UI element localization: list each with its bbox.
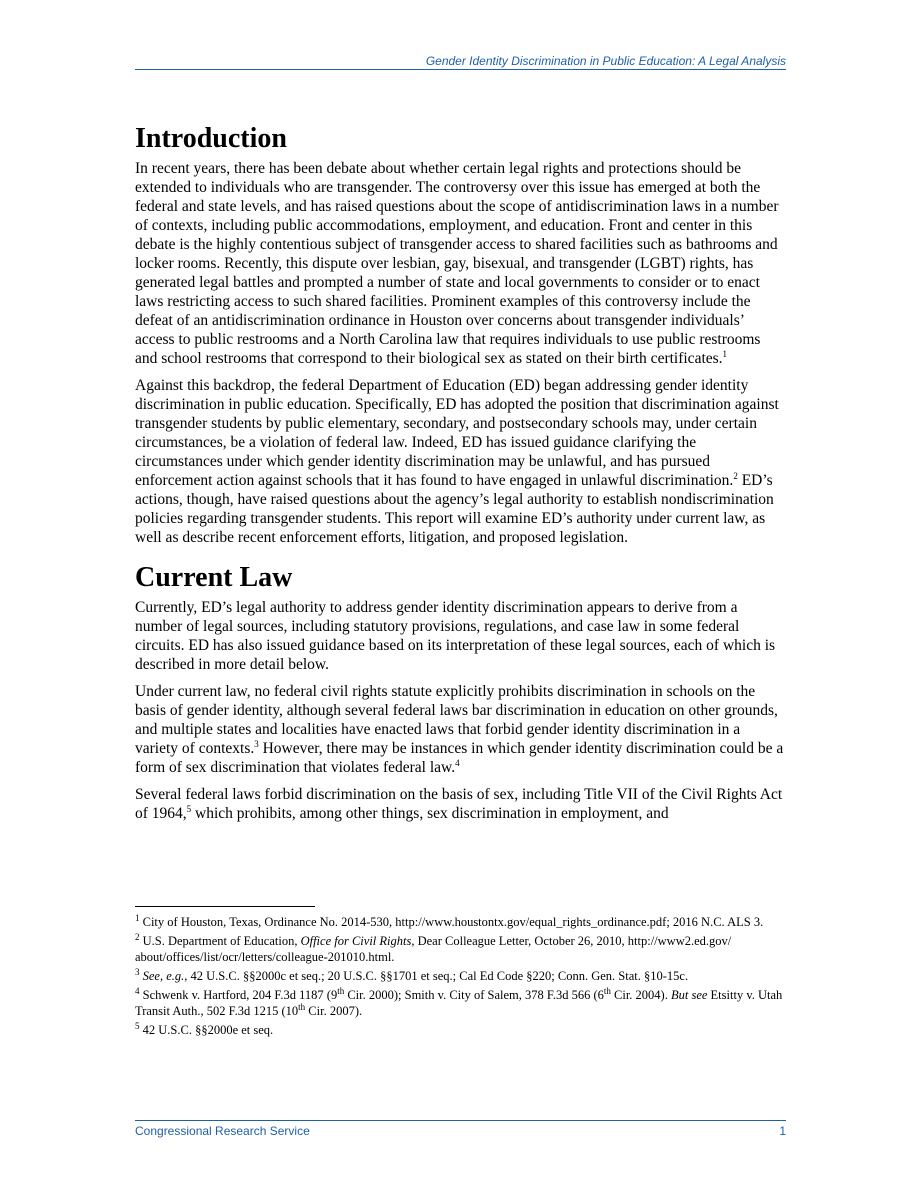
- footnote-number: 3: [135, 966, 140, 977]
- footnote-ref-4[interactable]: 4: [455, 757, 460, 768]
- footnote-text: City of Houston, Texas, Ordinance No. 2014-530, http://www.houstontx.gov/equal_rights_ordinance.pdf; 2016 N.C. ALS 3.: [139, 915, 764, 929]
- footnote-number: 2: [135, 931, 140, 942]
- page-number: 1: [779, 1124, 786, 1138]
- footnote-text: Schwenk v. Hartford, 204 F.3d 1187 (9: [139, 988, 338, 1002]
- footer-organization: Congressional Research Service: [135, 1124, 310, 1138]
- footnotes: [135, 914, 786, 1041]
- footnote-1: [135, 914, 786, 930]
- current-law-heading: Current Law: [135, 562, 293, 593]
- footnote-italic: Office for Civil Rights: [300, 934, 412, 948]
- footnote-separator: [135, 906, 315, 907]
- law-paragraph-2: [135, 682, 786, 777]
- intro-paragraph-1: [135, 159, 786, 368]
- footnote-text: Cir. 2004).: [610, 988, 671, 1002]
- footnote-number: 4: [135, 985, 140, 996]
- introduction-heading: Introduction: [135, 123, 287, 154]
- footnote-text: Cir. 2007).: [305, 1004, 363, 1018]
- footnote-5: [135, 1022, 786, 1038]
- intro-p2-text-a: Against this backdrop, the federal Department of Education (ED) began addressing gender identity discrimination in public education. Specifically, ED has adopted the position that discrimination against transgender students by public elementary, secondary, and postsecondary schools may, under certain circumstances, be a violation of federal law. Indeed, ED has issued guidance clarifying the circumstances under which gender identity discrimination may be unlawful, and has pursued enforcement action against schools that it has found to have engaged in unlawful discrimination.: [135, 377, 779, 489]
- law-p3-text-a: Several federal laws forbid discrimination on the basis of sex, including Title VII of the Civil Rights Act of 1964,: [135, 786, 783, 822]
- footnote-ref-5[interactable]: 5: [186, 803, 192, 814]
- footnote-ref-2[interactable]: 2: [733, 470, 738, 481]
- footnote-4: [135, 987, 786, 1019]
- ordinal-suffix: th: [603, 985, 611, 996]
- page-footer: [135, 1123, 786, 1139]
- law-p2-text-b: However, there may be instances in which gender identity discrimination could be a form of sex discrimination that violates federal law.: [135, 740, 784, 776]
- ordinal-suffix: th: [298, 1001, 306, 1012]
- header-rule: [135, 69, 786, 70]
- intro-p1-text: In recent years, there has been debate about whether certain legal rights and protections should be extended to individuals who are transgender. The controversy over this issue has emerged at both the federal and state levels, and has raised questions about the scope of antidiscrimination laws in a number of contexts, including public accommodations, employment, and education. Front and center in this debate is the highly contentious subject of transgender access to shared facilities such as bathrooms and locker rooms. Recently, this dispute over lesbian, gay, bisexual, and transgender (LGBT) rights, has generated legal battles and prompted a number of state and local governments to consider or to enact laws restricting access to such shared facilities. Prominent examples of this controversy include the defeat of an antidiscrimination ordinance in Houston over concerns about transgender individuals’ access to public restrooms and a North Carolina law that requires individuals to use public restrooms and school restrooms that correspond to their biological sex as stated on their birth certificates.: [135, 160, 779, 367]
- footnote-number: 1: [135, 912, 140, 923]
- law-paragraph-3: [135, 785, 786, 823]
- law-p2-text-a: Under current law, no federal civil rights statute explicitly prohibits discrimination in schools on the basis of gender identity, although several federal laws bar discrimination in education on other grounds, and multiple states and localities have enacted laws that forbid gender identity discrimination in a variety of contexts.: [135, 683, 778, 757]
- footnote-3: [135, 968, 786, 984]
- footnote-ref-1[interactable]: 1: [722, 348, 728, 359]
- footnote-number: 5: [135, 1020, 140, 1031]
- footnote-ref-3[interactable]: 3: [254, 738, 259, 749]
- footer-rule: [135, 1120, 786, 1121]
- law-p3-text-b: which prohibits, among other things, sex discrimination in employment, and: [191, 805, 669, 822]
- footnote-text: Etsitty v. Utah Transit Auth., 502 F.3d 1215 (10: [135, 988, 783, 1018]
- ordinal-suffix: th: [337, 985, 345, 996]
- document-body: [135, 122, 786, 831]
- footnote-2: [135, 933, 786, 965]
- footnote-text: , Dear Colleague Letter, October 26, 2010, http://www2.ed.gov/ about/offices/list/ocr/letters/colleague-201010.html.: [135, 934, 732, 964]
- intro-paragraph-2: [135, 376, 786, 547]
- law-paragraph-1: Currently, ED’s legal authority to address gender identity discrimination appears to derive from a number of legal sources, including statutory provisions, regulations, and case law in some federal circuits. ED has also issued guidance based on its interpretation of these legal sources, each of which is described in more detail below.: [135, 599, 776, 673]
- footnote-text: 42 U.S.C. §§2000e et seq.: [139, 1023, 274, 1037]
- footnote-italic: But see: [670, 988, 708, 1002]
- footnote-italic: See, e.g.: [142, 969, 185, 983]
- footnote-text: Cir. 2000); Smith v. City of Salem, 378 F.3d 566 (6: [344, 988, 604, 1002]
- running-header: Gender Identity Discrimination in Public Education: A Legal Analysis: [425, 54, 786, 68]
- intro-p2-text-b: ED’s actions, though, have raised questions about the agency’s legal authority to establish nondiscrimination policies regarding transgender students. This report will examine ED’s authority under current law, as well as describe recent enforcement efforts, litigation, and proposed legislation.: [135, 472, 774, 546]
- footnote-text: , 42 U.S.C. §§2000c et seq.; 20 U.S.C. §§1701 et seq.; Cal Ed Code §220; Conn. Gen. Stat. §10-15c.: [184, 969, 689, 983]
- footnote-text: U.S. Department of Education,: [139, 934, 301, 948]
